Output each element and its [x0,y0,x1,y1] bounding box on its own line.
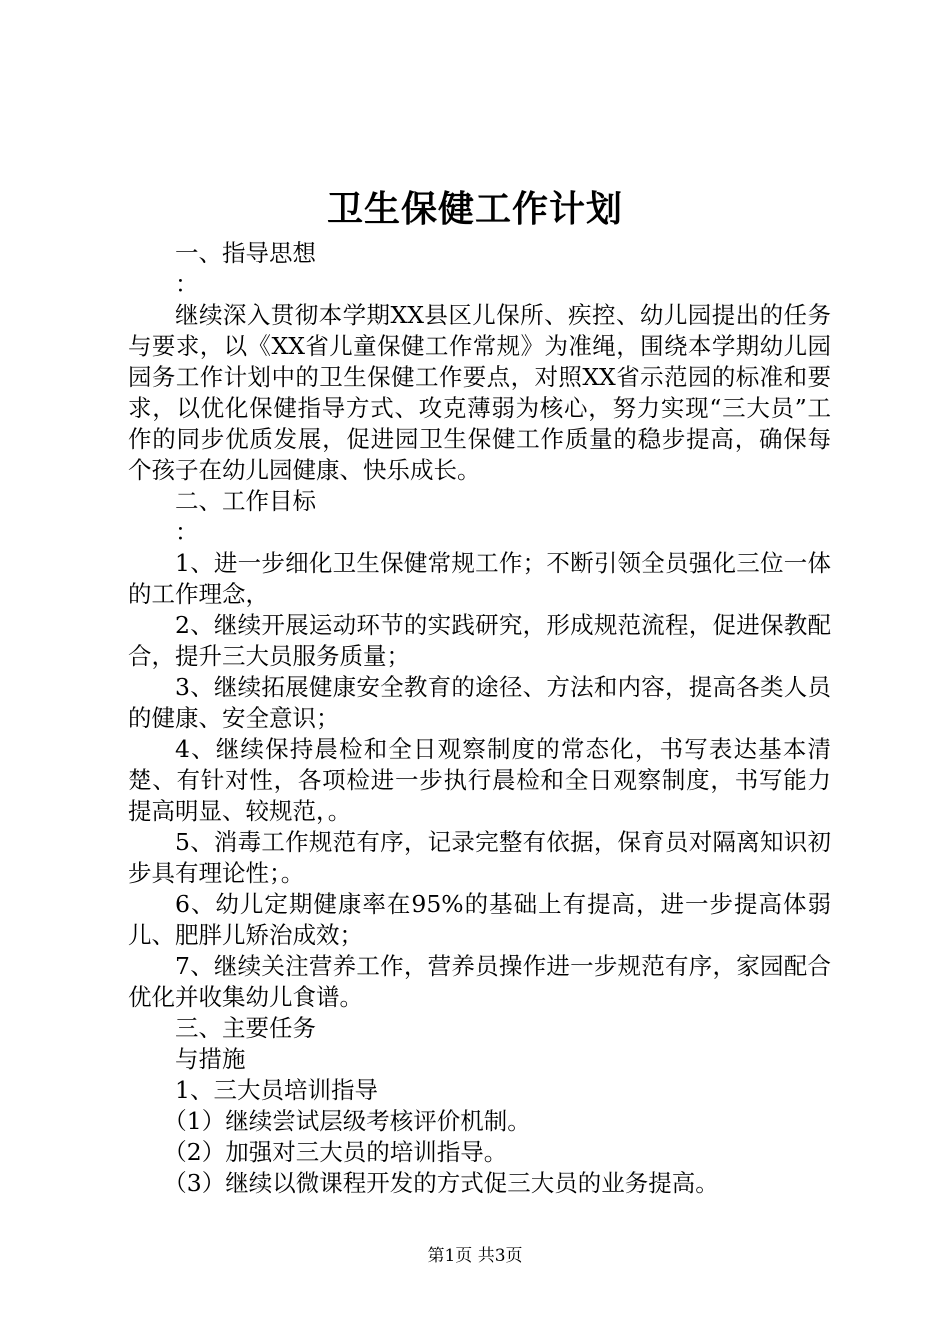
document-title: 卫生保健工作计划 [326,188,623,230]
section-heading-main-tasks: 三、主要任务 [175,1014,316,1042]
section-colon: ： [175,518,199,546]
goal-item: 4、继续保持晨检和全日观察制度的常态化，书写表达基本清楚、有针对性，各项检进一步执行晨检和全日观察制度，书写能力提高明显、较规范，。 [128,735,831,825]
task-item: （2）加强对三大员的培训指导。 [163,1138,508,1166]
subsection-heading-training: 1、三大员培训指导 [175,1076,378,1104]
section-heading-main-tasks-cont: 与措施 [175,1045,246,1073]
goal-item: 2、继续开展运动环节的实践研究，形成规范流程，促进保教配合，提升三大员服务质量； [128,611,831,670]
task-item: （1）继续尝试层级考核评价机制。 [163,1107,531,1135]
section-heading-work-goals: 二、工作目标 [175,487,316,515]
goal-item: 7、继续关注营养工作，营养员操作进一步规范有序，家园配合优化并收集幼儿食谱。 [128,952,831,1011]
section-heading-guiding-thought: 一、指导思想 [175,239,316,267]
task-item: （3）继续以微课程开发的方式促三大员的业务提高。 [163,1169,719,1197]
goal-item: 1、进一步细化卫生保健常规工作；不断引领全员强化三位一体的工作理念， [128,549,831,608]
goal-item: 5、消毒工作规范有序，记录完整有依据，保育员对隔离知识初步具有理论性；。 [128,828,831,887]
guiding-thought-paragraph: 继续深入贯彻本学期XX县区儿保所、疾控、幼儿园提出的任务与要求，以《XX省儿童保健工作常规》为准绳，围绕本学期幼儿园园务工作计划中的卫生保健工作要点，对照XX省示范园的标准和要求，以优化保健指导方式、攻克薄弱为核心，努力实现“三大员”工作的同步优质发展，促进园卫生保健工作质量的稳步提高，确保每个孩子在幼儿园健康、快乐成长。 [128,301,831,484]
goal-item: 3、继续拓展健康安全教育的途径、方法和内容，提高各类人员的健康、安全意识； [128,673,831,732]
document-body [128,238,831,1199]
goal-item: 6、幼儿定期健康率在95%的基础上有提高，进一步提高体弱儿、肥胖儿矫治成效； [128,890,831,949]
section-colon: ： [175,270,199,298]
page-footer: 第1页 共3页 [427,1246,523,1266]
